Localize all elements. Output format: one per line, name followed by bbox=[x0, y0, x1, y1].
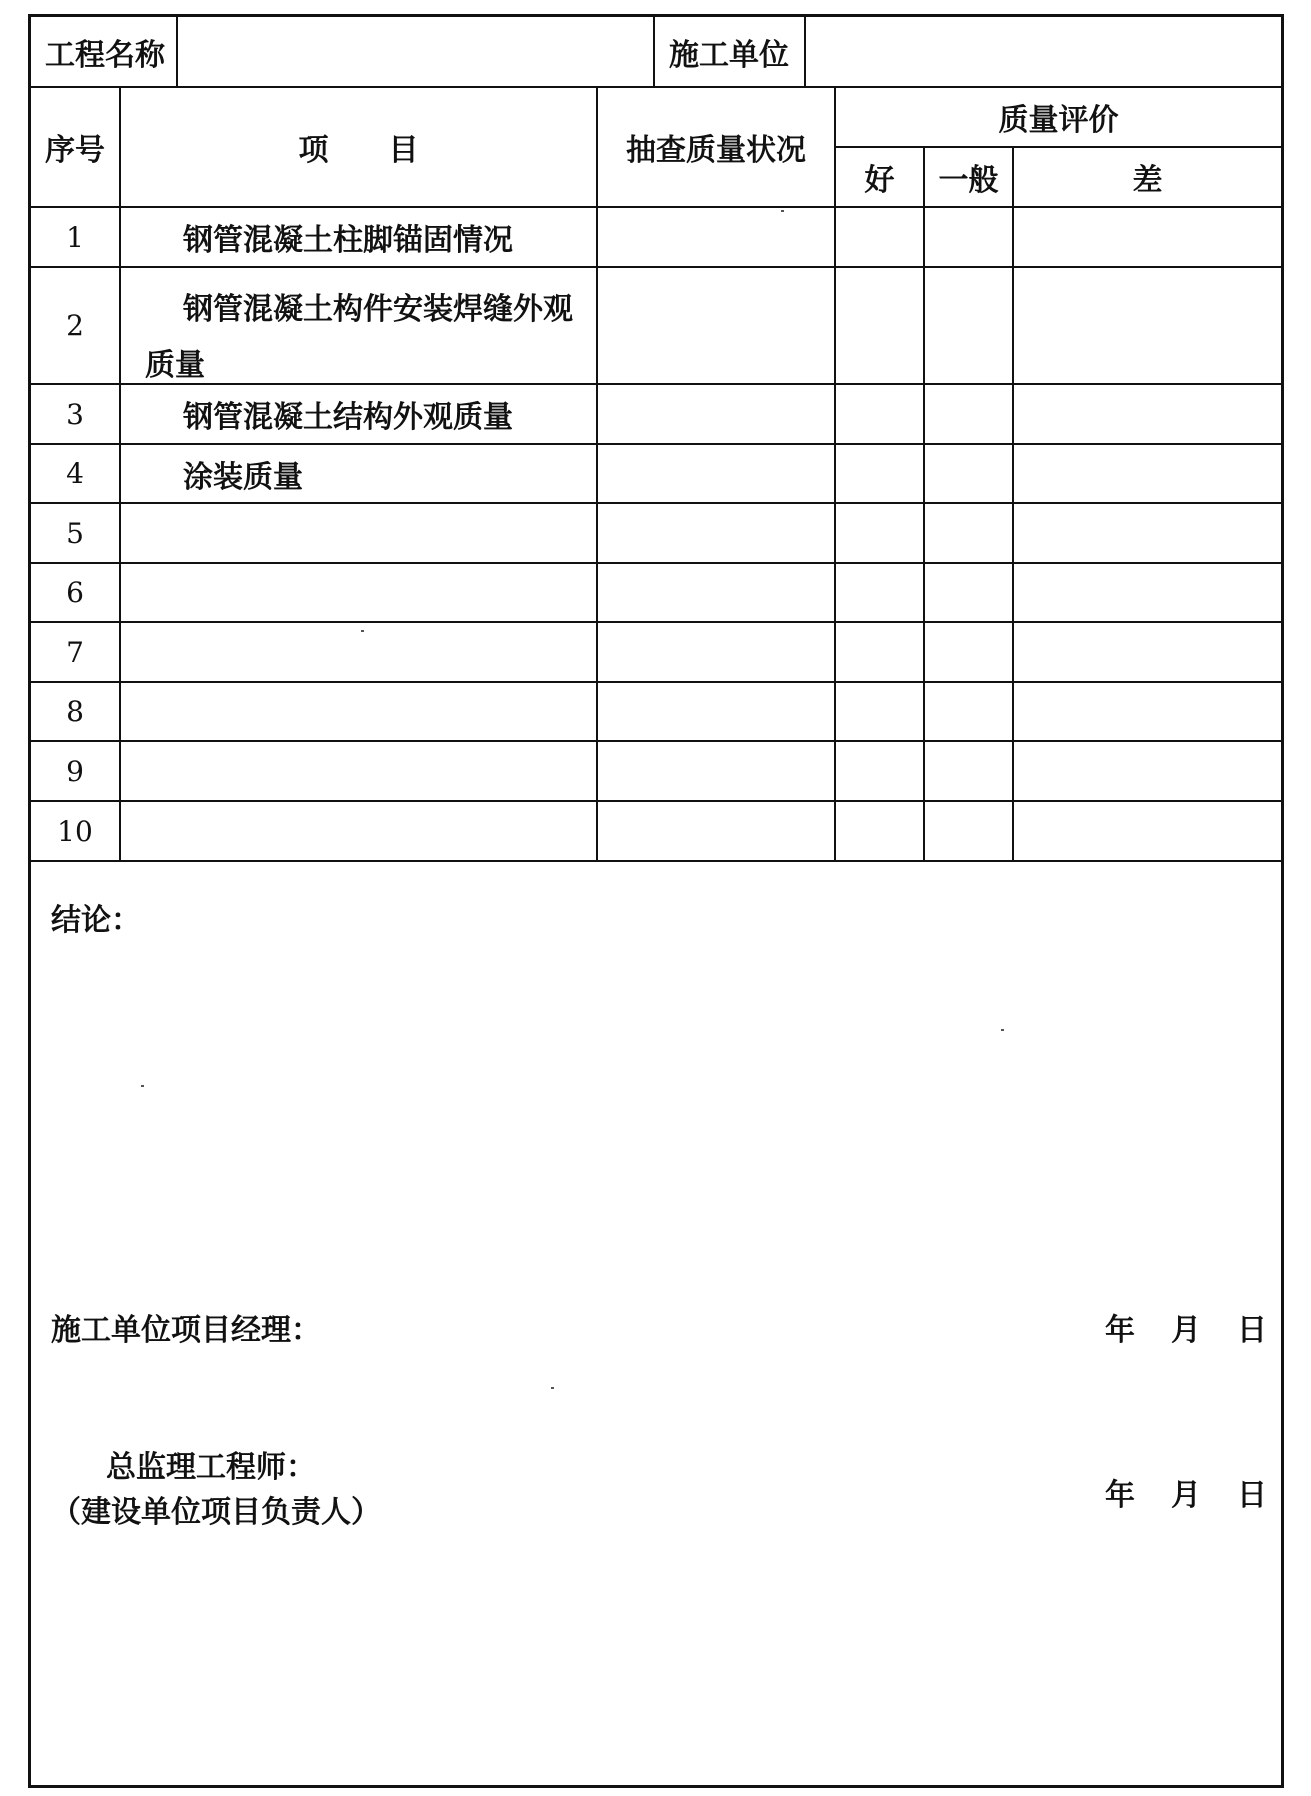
scan-speck bbox=[1001, 1029, 1004, 1031]
row-normal-cell[interactable] bbox=[923, 683, 1012, 742]
row-seq: 4 bbox=[31, 445, 119, 504]
row-check-cell[interactable] bbox=[596, 742, 834, 802]
row-seq: 7 bbox=[31, 623, 119, 683]
row-poor-cell[interactable] bbox=[1012, 504, 1281, 564]
row-check-cell[interactable] bbox=[596, 445, 834, 504]
row-item-line1: 钢管混凝土构件安装焊缝外观 bbox=[183, 292, 573, 327]
row-check-cell[interactable] bbox=[596, 504, 834, 564]
col-eval-header: 质量评价 bbox=[834, 88, 1281, 148]
row-good-cell[interactable] bbox=[834, 683, 923, 742]
row-good-cell[interactable] bbox=[834, 208, 923, 268]
row-poor-cell[interactable] bbox=[1012, 268, 1281, 385]
row-seq: 3 bbox=[31, 385, 119, 445]
constructor-field[interactable] bbox=[806, 17, 1281, 86]
supervisor-date bbox=[1105, 1470, 1267, 1514]
row-check-cell[interactable] bbox=[596, 385, 834, 445]
month-label: 月 bbox=[1171, 1478, 1201, 1513]
owner-signature-label: （建设单位项目负责人） bbox=[51, 1495, 381, 1530]
row-seq: 1 bbox=[31, 208, 119, 268]
row-normal-cell[interactable] bbox=[923, 504, 1012, 564]
col-item-header: 项 目 bbox=[119, 88, 596, 208]
row-normal-cell[interactable] bbox=[923, 445, 1012, 504]
row-item[interactable] bbox=[119, 623, 596, 683]
row-poor-cell[interactable] bbox=[1012, 385, 1281, 445]
conclusion-field[interactable] bbox=[51, 947, 1251, 1297]
row-normal-cell[interactable] bbox=[923, 564, 1012, 623]
row-poor-cell[interactable] bbox=[1012, 445, 1281, 504]
row-seq: 6 bbox=[31, 564, 119, 623]
row-check-cell[interactable] bbox=[596, 564, 834, 623]
col-seq-header: 序号 bbox=[31, 88, 119, 208]
row-poor-cell[interactable] bbox=[1012, 802, 1281, 862]
row-normal-cell[interactable] bbox=[923, 385, 1012, 445]
row-item bbox=[119, 268, 596, 385]
conclusion-label: 结论： bbox=[51, 903, 141, 938]
row-item[interactable] bbox=[119, 802, 596, 862]
constructor-label: 施工单位 bbox=[669, 37, 789, 73]
row-seq: 2 bbox=[31, 268, 119, 385]
row-seq: 9 bbox=[31, 742, 119, 802]
inspection-table bbox=[31, 88, 1281, 984]
row-item[interactable] bbox=[119, 504, 596, 564]
row-poor-cell[interactable] bbox=[1012, 742, 1281, 802]
row-item: 钢管混凝土柱脚锚固情况 bbox=[119, 208, 596, 268]
row-normal-cell[interactable] bbox=[923, 742, 1012, 802]
scan-speck bbox=[141, 1085, 144, 1087]
row-check-cell[interactable] bbox=[596, 208, 834, 268]
col-check-header: 抽查质量状况 bbox=[596, 88, 834, 208]
row-item[interactable] bbox=[119, 683, 596, 742]
row-good-cell[interactable] bbox=[834, 623, 923, 683]
row-poor-cell[interactable] bbox=[1012, 623, 1281, 683]
year-label: 年 bbox=[1105, 1313, 1135, 1348]
year-label: 年 bbox=[1105, 1478, 1135, 1513]
row-poor-cell[interactable] bbox=[1012, 683, 1281, 742]
row-item-line2: 质量 bbox=[145, 348, 205, 383]
row-item[interactable] bbox=[119, 742, 596, 802]
col-eval-normal: 一般 bbox=[923, 148, 1012, 208]
row-good-cell[interactable] bbox=[834, 385, 923, 445]
row-check-cell[interactable] bbox=[596, 802, 834, 862]
row-good-cell[interactable] bbox=[834, 504, 923, 564]
scan-speck bbox=[361, 630, 364, 632]
row-normal-cell[interactable] bbox=[923, 623, 1012, 683]
col-eval-poor: 差 bbox=[1012, 148, 1281, 208]
row-good-cell[interactable] bbox=[834, 742, 923, 802]
project-name-field[interactable] bbox=[178, 17, 653, 86]
scan-speck bbox=[551, 1387, 554, 1389]
row-item: 钢管混凝土结构外观质量 bbox=[119, 385, 596, 445]
row-good-cell[interactable] bbox=[834, 268, 923, 385]
day-label: 日 bbox=[1237, 1478, 1267, 1513]
col-eval-good: 好 bbox=[834, 148, 923, 208]
project-name-label: 工程名称 bbox=[45, 37, 165, 73]
row-good-cell[interactable] bbox=[834, 564, 923, 623]
row-normal-cell[interactable] bbox=[923, 268, 1012, 385]
row-good-cell[interactable] bbox=[834, 445, 923, 504]
row-item: 涂装质量 bbox=[119, 445, 596, 504]
row-poor-cell[interactable] bbox=[1012, 208, 1281, 268]
day-label: 日 bbox=[1237, 1313, 1267, 1348]
form-header bbox=[31, 17, 1281, 88]
row-normal-cell[interactable] bbox=[923, 802, 1012, 862]
row-seq: 8 bbox=[31, 683, 119, 742]
month-label: 月 bbox=[1171, 1313, 1201, 1348]
inspection-form bbox=[28, 14, 1284, 1788]
supervisor-signature-label: 总监理工程师： bbox=[106, 1450, 316, 1485]
row-check-cell[interactable] bbox=[596, 683, 834, 742]
manager-signature-label: 施工单位项目经理： bbox=[51, 1313, 321, 1348]
row-seq: 5 bbox=[31, 504, 119, 564]
row-seq: 10 bbox=[31, 802, 119, 862]
row-poor-cell[interactable] bbox=[1012, 564, 1281, 623]
row-check-cell[interactable] bbox=[596, 623, 834, 683]
manager-date bbox=[1105, 1305, 1267, 1349]
row-item[interactable] bbox=[119, 564, 596, 623]
row-normal-cell[interactable] bbox=[923, 208, 1012, 268]
scan-speck bbox=[781, 210, 784, 212]
row-check-cell[interactable] bbox=[596, 268, 834, 385]
row-good-cell[interactable] bbox=[834, 802, 923, 862]
